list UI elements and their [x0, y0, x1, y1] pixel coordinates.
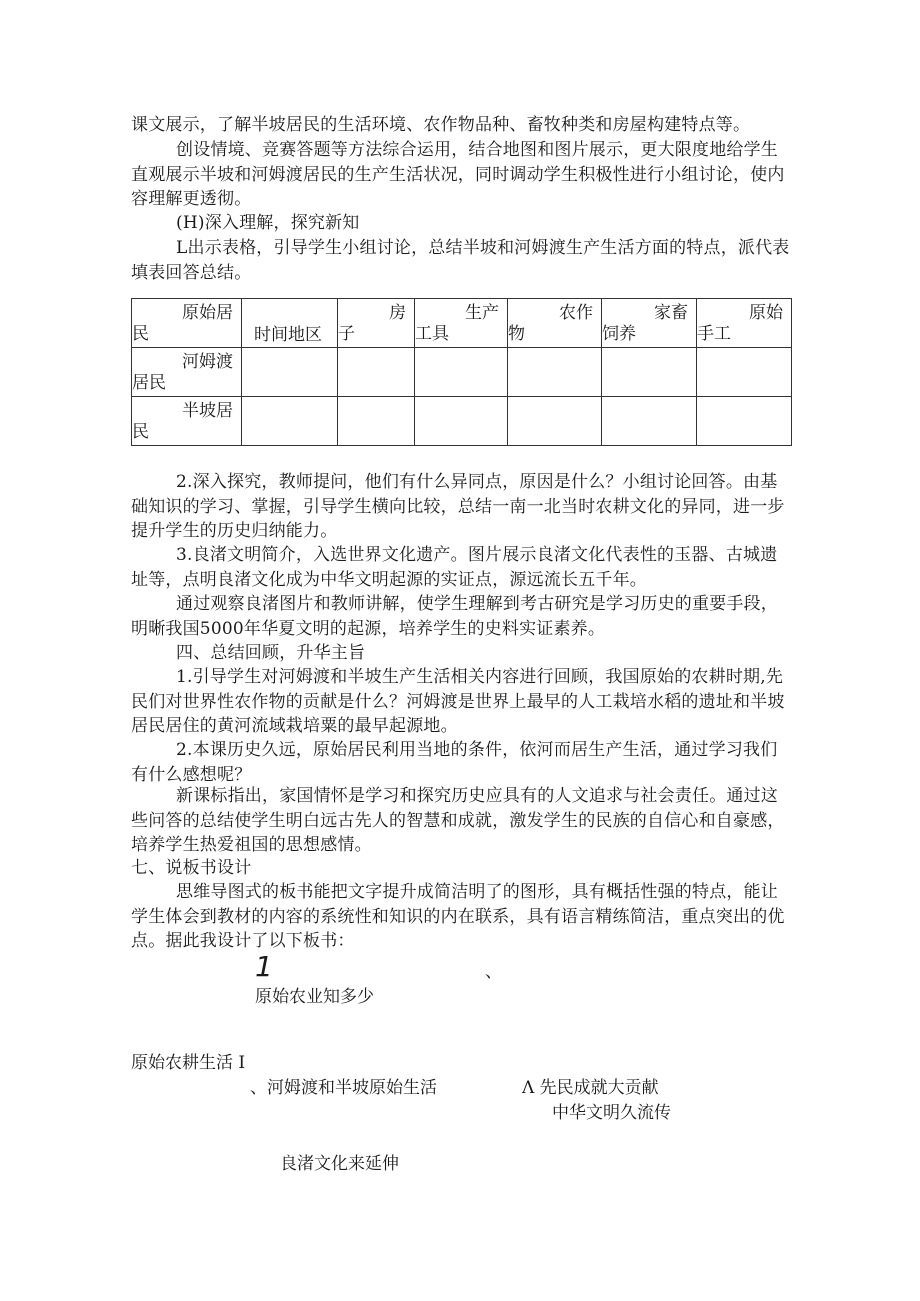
paragraph-observe: 通过观察良渚图片和教师讲解，使学生理解到考古研究是学习历史的重要手段，明晰我国5000年华夏文明的起源，培养学生的史料实证素养。: [131, 594, 778, 639]
paragraph-liangzhu: 3.良渚文明简介，入选世界文化遗产。图片展示良渚文化代表性的玉器、古城遗址等，点明良渚文化成为中华文明起源的实证点，源远流长五千年。: [131, 545, 778, 590]
paragraph-explore: 2.深入探究，教师提问，他们有什么异同点，原因是什么？小组讨论回答。由基础知识的学习、掌握，引导学生横向比较，总结一南一北当时农耕文化的异同，进一步提升学生的历史归纳能力。: [131, 472, 785, 541]
header-cell: 时间地区: [242, 299, 338, 348]
paragraph-review: 1.引导学生对河姆渡和半坡生产生活相关内容进行回顾，我国原始的农耕时期,先民们对世界性农作物的贡献是什么？河姆渡是世界上最早的人工栽培水稻的遗址和半坡居民居住的黄河流域栽培粟的最早起源地。: [131, 667, 785, 736]
paragraph-situation: 创设情境、竞赛答题等方法综合运用，结合地图和图片展示，更大限度地给学生直观展示半坡和河姆渡居民的生产生活状况，同时调动学生积极性进行小组讨论，使内容理解更透彻。: [131, 140, 785, 209]
paragraph-reflection: 2.本课历史久远，原始居民利用当地的条件，依河而居生产生活，通过学习我们有什么感想呢？: [131, 740, 778, 785]
board-root: 原始农耕生活 I: [131, 1053, 246, 1073]
table-header-row: [132, 299, 792, 348]
header-cell: 房 子: [338, 299, 415, 348]
table-row: [132, 348, 792, 397]
board-branch-hemudu: 、河姆渡和半坡原始生活: [250, 1078, 437, 1098]
board-number: 1: [255, 950, 273, 983]
header-cell: 农作 物: [508, 299, 602, 348]
paragraph-table-intro: L出示表格，引导学生小组讨论，总结半坡和河姆渡生产生活方面的特点，派代表填表回答总结。: [131, 238, 790, 283]
header-cell: 生产 工具: [415, 299, 508, 348]
comparison-table: [131, 298, 792, 446]
header-cell: 家畜 饲养: [602, 299, 697, 348]
board-branch-liangzhu: 良渚文化来延伸: [280, 1154, 399, 1174]
paragraph-mindmap: 思维导图式的板书能把文字提升成简洁明了的图形，具有概括性强的特点，能让学生体会到教材的内容的系统性和知识的内在联系，具有语言精练简洁，重点突出的优点。据此我设计了以下板书：: [131, 882, 785, 951]
board-title: 原始农业知多少: [255, 987, 374, 1007]
board-comma: 、: [485, 962, 502, 982]
board-branch-civilization: 中华文明久流传: [552, 1103, 671, 1123]
paragraph-display: 课文展示，了解半坡居民的生活环境、农作物品种、畜牧种类和房屋构建特点等。: [131, 115, 751, 135]
header-cell: 原始 手工: [697, 299, 792, 348]
table-row: [132, 397, 792, 446]
section-heading-deep: (H)深入理解，探究新知: [176, 213, 360, 233]
row-label-cell: 半坡居 民: [132, 397, 242, 446]
paragraph-curriculum: 新课标指出，家国情怀是学习和探究历史应具有的人文追求与社会责任。通过这些问答的总结使学生明白远古先人的智慧和成就，激发学生的民族的自信心和自豪感，培养学生热爱祖国的思想感情。: [131, 786, 785, 855]
section-heading-board: 七、说板书设计: [131, 858, 252, 878]
header-cell: 原始居 民: [132, 299, 242, 348]
board-branch-ancestors: Λ 先民成就大贡献: [522, 1078, 659, 1098]
row-label-cell: 河姆渡 居民: [132, 348, 242, 397]
section-heading-summary: 四、总结回顾，升华主旨: [176, 643, 366, 663]
